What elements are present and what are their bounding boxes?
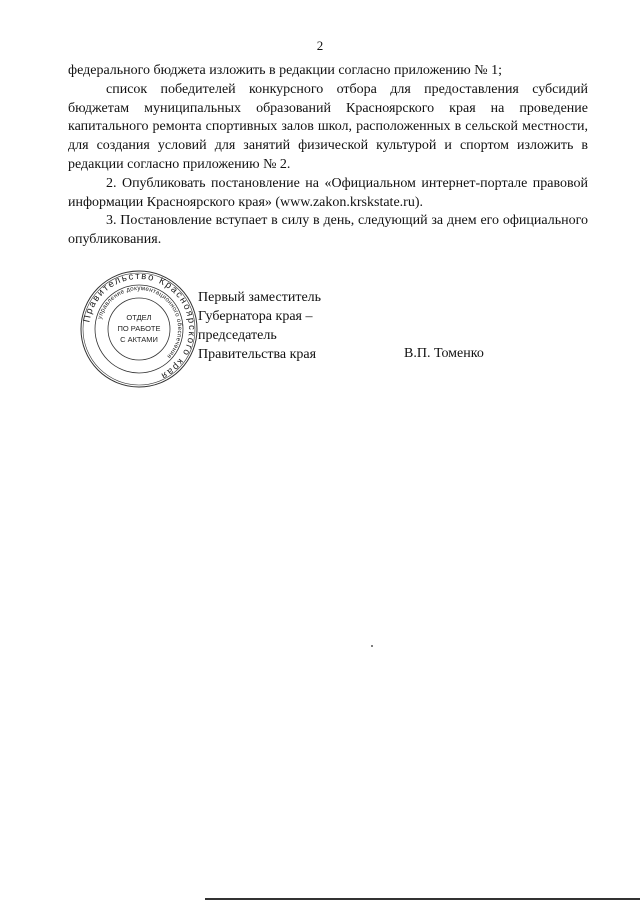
stamp-center-line-2: ПО РАБОТЕ [117,324,161,333]
scan-dot [371,645,373,647]
paragraph-3: 2. Опубликовать постановление на «Официальном интернет-портале правовой информации Красноярского края» (www.zakon.krskstate.ru). [68,175,588,210]
document-body [68,62,588,250]
signature-title-line-1: Первый заместитель [198,290,322,305]
bottom-rule [205,898,640,900]
paragraph-4: 3. Постановление вступает в силу в день, следующий за днем его официального опубликования. [68,213,588,248]
stamp-inner-text: управление документационного обеспечения [96,284,184,360]
signature-title-line-3: председатель [198,328,277,343]
signer-name: В.П. Томенко [404,346,484,361]
stamp-outer-text: Правительство Красноярского края [81,270,198,382]
stamp-center-line-1: ОТДЕЛ [126,313,152,322]
signature-title [198,288,321,364]
page-number: 2 [316,38,324,53]
paragraph-1: федерального бюджета изложить в редакции согласно приложению № 1; [68,63,502,78]
official-stamp [78,268,200,390]
signature-title-line-2: Губернатора края – [198,309,313,324]
signature-title-line-4: Правительства края [198,347,317,362]
stamp-center-line-3: С АКТАМИ [120,335,158,344]
paragraph-2: список победителей конкурсного отбора для предоставления субсидий бюджетам муниципальных образований Красноярского края на проведение капитального ремонта спортивных залов школ, расположенных в сельской местности, для создания условий для занятий физической культурой и спортом изложить в редакции согласно приложению № 2. [68,81,588,172]
